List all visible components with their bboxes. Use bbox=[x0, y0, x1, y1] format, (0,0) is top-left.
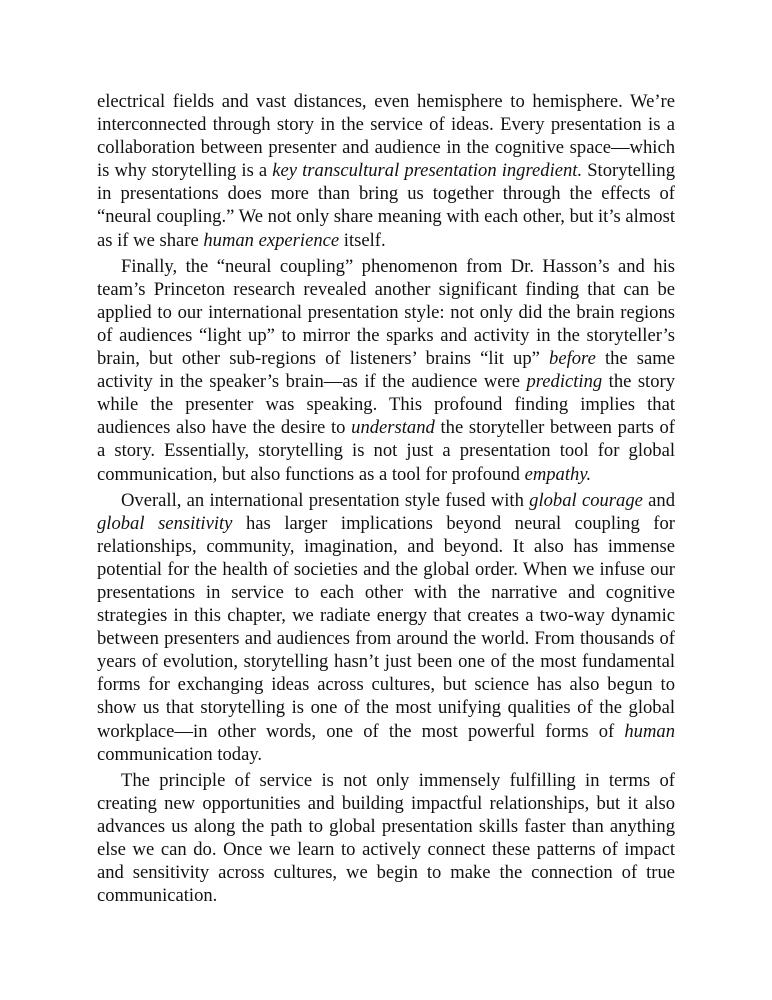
italic-text-segment: human bbox=[624, 720, 675, 742]
text-segment: The principle of service is not only immensely fulfilling in terms of creating new opportunities and building impactful relationships, but it also advances us along the path to global presentation skills faster than anything else we can do. Once we learn to actively connect these patterns of impact and sensitivity across cultures, we begin to make the connection of true communication. bbox=[97, 769, 675, 907]
paragraph-4 bbox=[97, 769, 675, 908]
text-segment: electrical fields and vast distances, even hemisphere to hemisphere. We’re interconnected through story in the service of ideas. Every presentation is a collaboration between presenter and audience in the cognitive space—which is why storytelling is a bbox=[97, 91, 675, 182]
italic-text-segment: global courage bbox=[529, 489, 643, 511]
text-segment: the storyteller between parts of a story. Essentially, storytelling is not just a presentation tool for global communication, but also functions as a tool for profound bbox=[97, 417, 675, 485]
document-page bbox=[97, 90, 675, 907]
text-segment: the story while the presenter was speaking. This profound finding implies that audiences also have the desire to bbox=[97, 371, 676, 439]
text-segment: Storytelling in presentations does more than bring us together through the effects of “neural coupling.” We not only share meaning with each other, but it’s almost as if we share bbox=[97, 160, 676, 251]
text-segment: has larger implications beyond neural coupling for relationships, community, imagination, and beyond. It also has immense potential for the health of societies and the global order. When we infuse our presentations in service to each other with the narrative and cognitive strategies in this chapter, we radiate energy that creates a two-way dynamic between presenters and audiences from around the world. From thousands of years of evolution, storytelling hasn’t just been one of the most fundamental forms for exchanging ideas across cultures, but science has also begun to show us that storytelling is one of the most unifying qualities of the global workplace—in other words, one of the most powerful forms of bbox=[97, 512, 675, 742]
text-segment: communication today. bbox=[97, 743, 263, 765]
italic-text-segment: key transcultural presentation ingredient. bbox=[272, 160, 583, 182]
paragraph-1 bbox=[97, 90, 675, 252]
italic-text-segment: global sensitivity bbox=[97, 512, 233, 534]
italic-text-segment: human experience bbox=[203, 229, 340, 251]
text-segment: Overall, an international presentation style fused with bbox=[121, 489, 530, 511]
italic-text-segment: understand bbox=[351, 417, 435, 439]
italic-text-segment: before bbox=[549, 348, 596, 370]
italic-text-segment: predicting bbox=[526, 371, 603, 393]
paragraph-3 bbox=[97, 489, 675, 766]
text-segment: Finally, the “neural coupling” phenomenon from Dr. Hasson’s and his team’s Princeton research revealed another significant finding that can be applied to our international presentation style: not only did the brain regions of audiences “light up” to mirror the sparks and activity in the storyteller’s brain, but other sub-regions of listeners’ brains “lit up” bbox=[97, 255, 675, 370]
text-segment: itself. bbox=[339, 229, 386, 251]
italic-text-segment: empathy. bbox=[524, 463, 592, 485]
text-segment: and bbox=[642, 489, 676, 511]
text-segment: the same activity in the speaker’s brain—as if the audience were bbox=[97, 348, 675, 393]
paragraph-2 bbox=[97, 255, 675, 486]
